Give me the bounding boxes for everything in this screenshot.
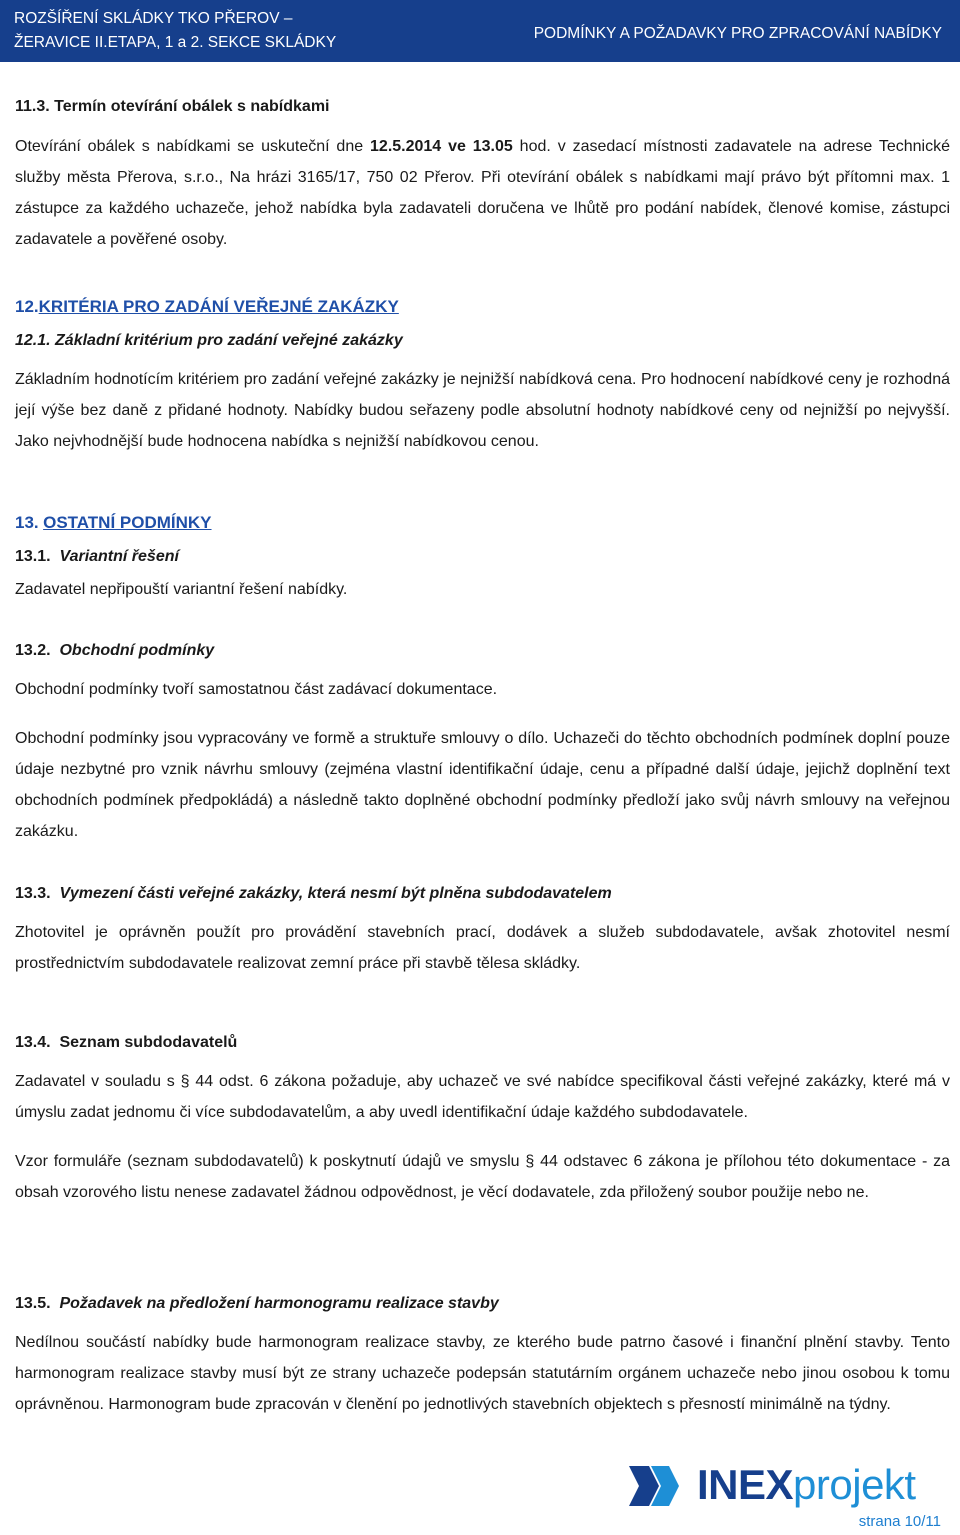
section-13-3-paragraph: Zhotovitel je oprávněn použít pro provádění stavebních prací, dodávek a služeb subdodavatele, avšak zhotovitel nesmí prostřednictvím subdodavatele realizovat zemní práce při stavbě tělesa skládky. [15, 924, 950, 972]
subsection-number: 13.4. [15, 1034, 51, 1051]
header-project-line-2: ŽERAVICE II.ETAPA, 1 a 2. SEKCE SKLÁDKY [14, 34, 337, 51]
section-13-1-paragraph: Zadavatel nepřipouští variantní řešení nabídky. [15, 581, 348, 598]
section-11-3-heading: 11.3. Termín otevírání obálek s nabídkami [15, 98, 330, 115]
paragraph-text: hod. v zasedací místnosti zadavatele na adrese Technické služby města Přerova, s.r.o., Na hrázi 3165/17, 750 02 Přerov. Při otevírání obálek s nabídkami mají právo být přítomni max. 1 zástupce za každého uchazeče, jehož nabídka byla zadavateli doručena ve lhůtě pro podání nabídek, členové komise, zástupci zadavatele a pověřené osoby. [15, 138, 951, 248]
logo-wordmark [697, 1460, 916, 1510]
section-13-1-heading [15, 541, 950, 572]
logo-mark-icon [625, 1460, 685, 1512]
section-13-2-paragraph-1: Obchodní podmínky tvoří samostatnou část zadávací dokumentace. [15, 681, 498, 698]
subsection-title: Vymezení části veřejné zakázky, která nesmí být plněna subdodavatelem [59, 885, 612, 902]
section-11-3-paragraph [15, 131, 950, 255]
section-13-2-paragraph-2: Obchodní podmínky jsou vypracovány ve formě a struktuře smlouvy o dílo. Uchazeči do těchto obchodních podmínek doplní pouze údaje nezbytné pro vznik návrhu smlouvy (zejména vlastní identifikační údaje, cenu a případné další údaje, jejichž doplnění text obchodních podmínek předpokládá) a následně takto doplněné obchodní podmínky předloží jako svůj návrh smlouvy na veřejnou zakázku. [15, 730, 950, 840]
section-12-1-paragraph: Základním hodnotícím kritériem pro zadání veřejné zakázky je nejnižší nabídková cena. Pro hodnocení nabídkové ceny je rozhodná její výše bez daně z přidané hodnoty. Nabídky budou seřazeny podle absolutní hodnoty nabídkové ceny od nejnižší po nejvyšší. Jako nejvhodnější bude hodnocena nabídka s nejnižší nabídkovou cenou. [15, 371, 950, 450]
section-12-heading [15, 291, 950, 323]
section-12-1-heading: 12.1. Základní kritérium pro zadání veřejné zakázky [15, 332, 403, 349]
subsection-title: Obchodní podmínky [59, 642, 215, 659]
paragraph-text: Otevírání obálek s nabídkami se uskuteční dne [15, 138, 371, 155]
subsection-title: Seznam subdodavatelů [59, 1034, 238, 1051]
section-13-heading [15, 507, 950, 539]
section-13-5-paragraph: Nedílnou součástí nabídky bude harmonogram realizace stavby, ze kterého bude patrno časové i finanční plnění stavby. Tento harmonogram realizace stavby musí být ze strany uchazeče podepsán statutárním orgánem uchazeče nebo jinou osobou k tomu oprávněnou. Harmonogram bude zpracován v členění po jednotlivých stavebních objektech s přesností minimálně na týdny. [15, 1334, 950, 1413]
page-number: strana 10/11 [858, 1513, 941, 1530]
subsection-title: Variantní řešení [59, 548, 179, 565]
section-13-4-heading [15, 1027, 950, 1058]
section-title: OSTATNÍ PODMÍNKY [43, 513, 212, 532]
section-13-3-heading [15, 878, 950, 909]
subsection-number: 13.2. [15, 642, 51, 659]
section-13-5-heading [15, 1288, 950, 1319]
logo-projekt-text: projekt [793, 1461, 916, 1508]
header-project-line-1: ROZŠÍŘENÍ SKLÁDKY TKO PŘEROV – [14, 10, 293, 27]
section-13-4-paragraph-1: Zadavatel v souladu s § 44 odst. 6 zákona požaduje, aby uchazeč ve své nabídce specifikoval části veřejné zakázky, které má v úmyslu zadat jednomu či více subdodavatelům, a aby uvedl identifikační údaje každého subdodavatele. [15, 1073, 950, 1121]
section-number: 12. [15, 297, 39, 316]
inex-projekt-logo [625, 1460, 945, 1515]
subsection-number: 13.5. [15, 1295, 51, 1312]
header-document-title: PODMÍNKY A POŽADAVKY PRO ZPRACOVÁNÍ NABÍDKY [533, 25, 942, 42]
subsection-number: 13.1. [15, 548, 51, 565]
subsection-title: Požadavek na předložení harmonogramu realizace stavby [59, 1295, 499, 1312]
section-number: 13. [15, 513, 39, 532]
opening-date: 12.5.2014 ve 13.05 [370, 138, 513, 155]
subsection-number: 13.3. [15, 885, 51, 902]
logo-inex-text: INEX [697, 1461, 794, 1508]
section-13-4-paragraph-2: Vzor formuláře (seznam subdodavatelů) k poskytnutí údajů ve smyslu § 44 odstavec 6 zákona je přílohou této dokumentace - za obsah vzorového listu nenese zadavatel žádnou odpovědnost, je věcí dodavatele, zda přiložený soubor použije nebo ne. [15, 1153, 950, 1201]
section-13-2-heading [15, 635, 950, 666]
section-title: KRITÉRIA PRO ZADÁNÍ VEŘEJNÉ ZAKÁZKY [38, 297, 399, 316]
